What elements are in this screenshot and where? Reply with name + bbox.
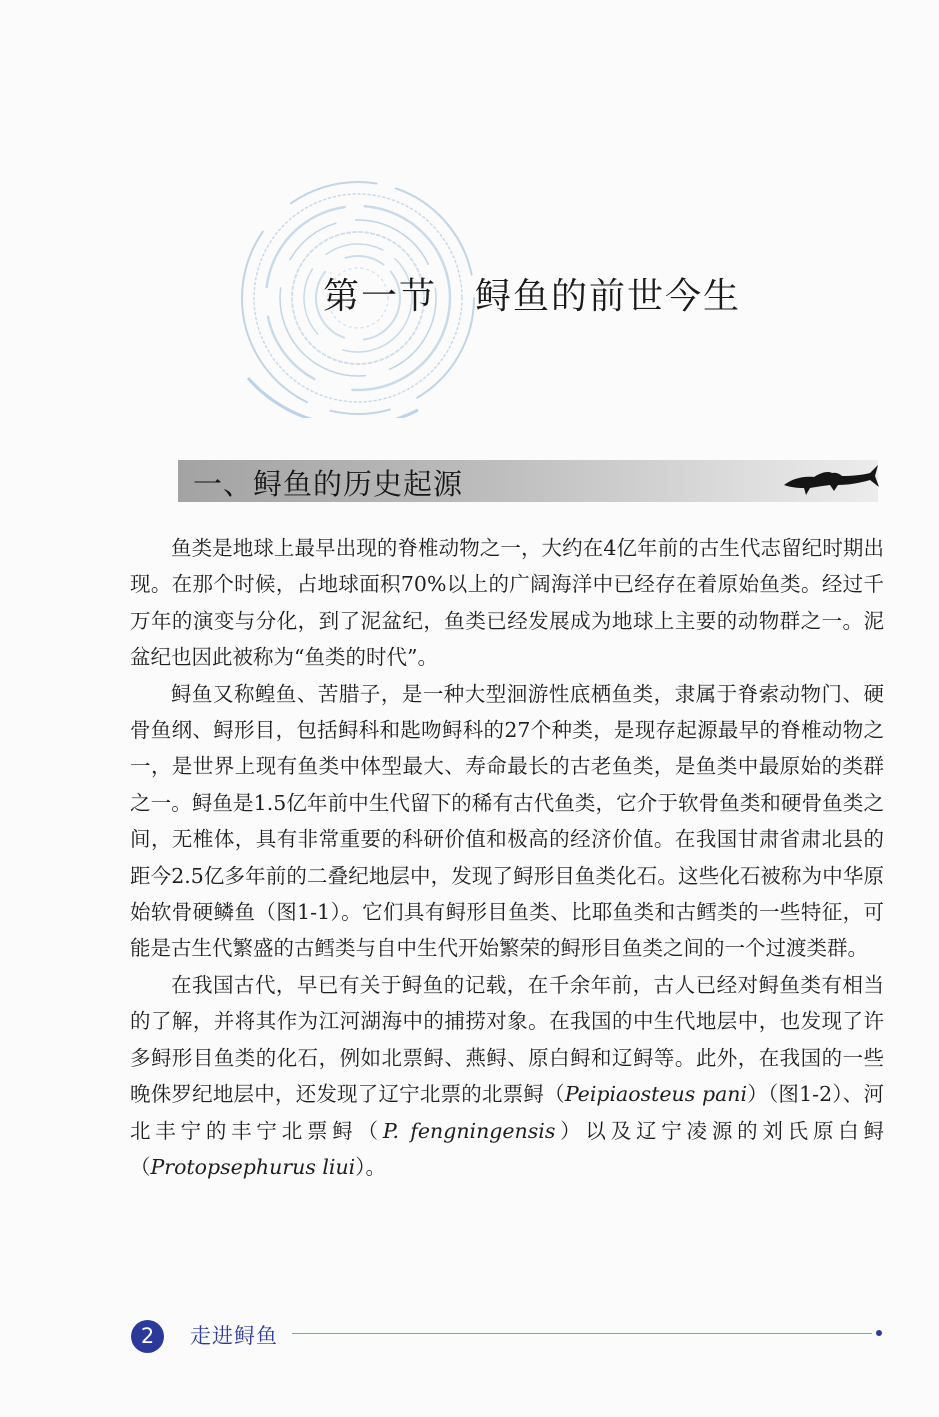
running-footer-title: 走进鲟鱼 <box>190 1324 278 1348</box>
paragraph <box>130 967 884 1185</box>
text-run: ）（图1-2）、河北丰宁的丰宁北票鲟（ <box>130 1082 885 1143</box>
footer-rule <box>292 1333 872 1334</box>
page-number-badge: 2 <box>131 1320 164 1353</box>
chapter-title: 鲟鱼的前世今生 <box>475 276 742 317</box>
chapter-heading <box>323 268 741 319</box>
sturgeon-icon <box>782 463 880 499</box>
scientific-name: Peipiaosteus pani <box>564 1082 748 1107</box>
text-run: ）。 <box>355 1154 386 1179</box>
body-text <box>130 530 884 1185</box>
chapter-number: 第一节 <box>323 276 438 317</box>
text-run: 在我国古代，早已有关于鲟鱼的记载，在千余年前，古人已经对鲟鱼类有相当的了解，并将其作为江河湖海中的捕捞对象。在我国的中生代地层中，也发现了许多鲟形目鱼类的化石，例如北票鲟、燕鲟、原白鲟和辽鲟等。此外，在我国的一些晚侏罗纪地层中，还发现了辽宁北票的北票鲟（ <box>130 972 884 1107</box>
scientific-name: P. fengningensis <box>382 1118 556 1143</box>
text-run: ）以及辽宁凌源的刘氏原白鲟（ <box>130 1118 885 1179</box>
scientific-name: Protopsephurus liui <box>150 1154 356 1179</box>
section-heading: 一、鲟鱼的历史起源 <box>193 467 464 501</box>
footer-dot-icon <box>876 1330 882 1336</box>
paragraph: 鱼类是地球上最早出现的脊椎动物之一，大约在4亿年前的古生代志留纪时期出现。在那个时候，占地球面积70%以上的广阔海洋中已经存在着原始鱼类。经过千万年的演变与分化，到了泥盆纪，鱼类已经发展成为地球上主要的动物群之一。泥盆纪也因此被称为“鱼类的时代”。 <box>130 536 884 670</box>
paragraph: 鲟鱼又称鳇鱼、苦腊子，是一种大型洄游性底栖鱼类，隶属于脊索动物门、硬骨鱼纲、鲟形目，包括鲟科和匙吻鲟科的27个种类，是现存起源最早的脊椎动物之一，是世界上现有鱼类中体型最大、寿命最长的古老鱼类，是鱼类中最原始的类群之一。鲟鱼是1.5亿年前中生代留下的稀有古代鱼类，它介于软骨鱼类和硬骨鱼类之间，无椎体，具有非常重要的科研价值和极高的经济价值。在我国甘肃省肃北县的距今2.5亿多年前的二叠纪地层中，发现了鲟形目鱼类化石。这些化石被称为中华原始软骨硬鳞鱼（图1-1）。它们具有鲟形目鱼类、比耶鱼类和古鳕类的一些特征，可能是古生代繁盛的古鳕类与自中生代开始繁荣的鲟形目鱼类之间的一个过渡类群。 <box>130 681 884 961</box>
